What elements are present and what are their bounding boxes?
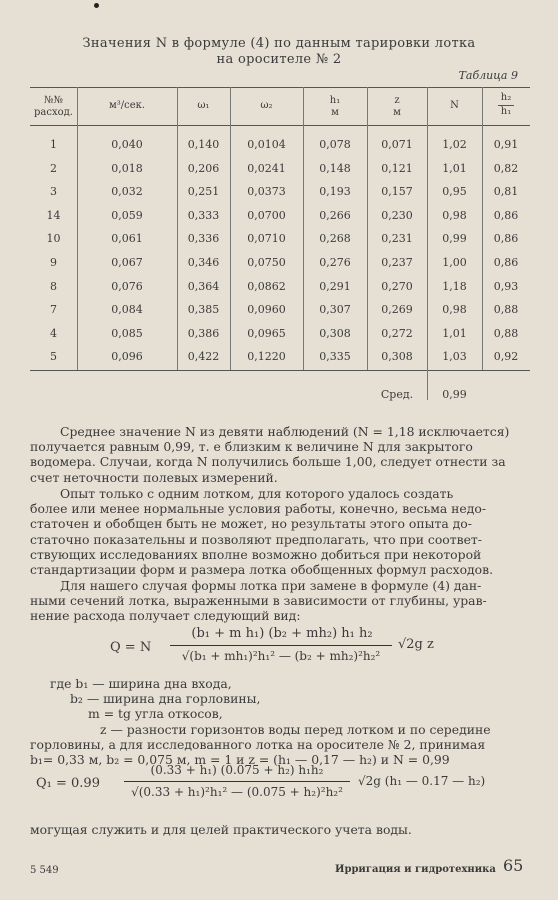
cell-z: 0,071	[381, 138, 413, 151]
cell-N: 1,03	[442, 350, 467, 364]
cell-num: 2	[50, 161, 57, 175]
cell-h1: 0,276	[319, 256, 351, 269]
cell-omega1: 0,251	[187, 185, 220, 199]
cell-h1: 0,148	[319, 161, 351, 175]
header-ratio-num: h₂	[500, 92, 512, 103]
text-line: статочен и обобщен быть не может, но результаты этого опыта до-	[30, 516, 472, 532]
cell-flow: 0,084	[111, 303, 143, 317]
cell-h1: 0,307	[319, 303, 351, 317]
cell-z: 0,272	[381, 326, 413, 340]
table-title-line1: Значения N в формуле (4) по данным тарировки лотка	[82, 36, 476, 51]
cell-ratio: 0,81	[493, 185, 519, 199]
cell-ratio: 0,88	[493, 326, 519, 340]
table-header-rule	[30, 125, 530, 126]
cell-num: 5	[50, 350, 57, 364]
footer-print-mark: 5 549	[30, 865, 59, 876]
cell-flow: 0,040	[111, 138, 143, 151]
cell-omega2: 0,0750	[247, 256, 286, 269]
formula-2-denominator: √(0.33 + h₁)²h₁² — (0.075 + h₂)²h₂²	[131, 785, 343, 799]
cell-z: 0,270	[381, 279, 413, 293]
cell-ratio: 0,86	[493, 256, 519, 269]
cell-omega1: 0,386	[187, 326, 220, 340]
text-line: статочно показательны и позволяют предполагать, что при соответ-	[30, 531, 482, 547]
paragraph-1	[30, 424, 528, 485]
cell-omega2: 0,0710	[247, 232, 286, 246]
closing-line	[30, 822, 528, 837]
cell-h1: 0,193	[319, 185, 351, 199]
cell-ratio: 0,93	[493, 279, 519, 293]
def-line: b₁= 0,33 м, b₂ = 0,075 м, m = 1 и z = (h₁ — 0,17 — h₂) и N = 0,99	[30, 752, 450, 768]
header-h1-line2: м	[331, 107, 339, 118]
cell-N: 0,99	[442, 232, 467, 246]
cell-omega1: 0,364	[187, 279, 220, 293]
header-omega1: ω₁	[197, 100, 210, 111]
cell-ratio: 0,86	[493, 208, 519, 222]
text-line: получается равным 0,99, т. е близким к величине N для закрытого	[30, 439, 473, 455]
cell-flow: 0,076	[111, 279, 143, 293]
cell-omega2: 0,0104	[247, 138, 286, 151]
header-ratio	[482, 92, 530, 118]
text-line: счет неточности полевых измерений.	[30, 469, 278, 485]
text-line: Для нашего случая формы лотка при замене в формуле (4) дан-	[60, 578, 482, 593]
cell-flow: 0,018	[111, 161, 143, 175]
formula-2-fraction-bar	[124, 781, 350, 782]
cell-num: 8	[50, 279, 57, 293]
def-line: m = tg угла откосов,	[88, 706, 223, 722]
cell-N: 1,18	[442, 279, 467, 293]
cell-ratio: 0,92	[493, 350, 519, 364]
text-line: более или менее нормальные условия работы, конечно, весьма недо-	[30, 501, 487, 517]
def-line: b₂ — ширина дна горловины,	[70, 691, 261, 707]
header-z	[367, 95, 427, 119]
cell-flow: 0,032	[111, 185, 143, 199]
table-title-line2: на оросителе № 2	[216, 52, 342, 67]
formula-1-fraction-bar	[170, 645, 392, 646]
page-number: 65	[503, 856, 524, 875]
formula-1-denominator: √(b₁ + mh₁)²h₁² — (b₂ + mh₂)²h₂²	[181, 649, 381, 663]
table-top-rule	[30, 87, 530, 88]
cell-N: 1,01	[442, 326, 467, 340]
cell-omega2: 0,0960	[247, 303, 286, 317]
formula-2-lhs: Q₁ = 0.99	[36, 776, 100, 791]
header-N: N	[450, 100, 459, 111]
cell-omega1: 0,140	[187, 138, 220, 151]
cell-flow: 0,061	[111, 232, 143, 246]
average-label: Сред.	[380, 388, 414, 401]
table-bottom-rule	[30, 370, 530, 371]
formula-2-numerator: (0.33 + h₁) (0.075 + h₂) h₁h₂	[150, 763, 324, 777]
cell-omega2: 0,0965	[247, 326, 286, 340]
cell-h1: 0,078	[319, 138, 351, 151]
paragraph-3	[30, 578, 528, 624]
cell-omega1: 0,333	[187, 208, 220, 222]
cell-omega1: 0,206	[187, 161, 220, 175]
cell-num: 7	[50, 303, 57, 317]
cell-omega2: 0,0700	[247, 208, 286, 222]
cell-flow: 0,059	[111, 208, 143, 222]
cell-flow: 0,096	[111, 350, 143, 364]
cell-N: 1,00	[442, 256, 467, 269]
text-line: нение расхода получает следующий вид:	[30, 608, 301, 624]
cell-omega1: 0,346	[187, 256, 220, 269]
cell-N: 1,02	[442, 138, 467, 151]
ink-dot	[94, 3, 99, 8]
header-num	[30, 95, 77, 119]
cell-N: 0,98	[442, 208, 467, 222]
header-h1	[303, 95, 367, 119]
formula-1-lhs: Q = N	[110, 640, 152, 655]
cell-num: 4	[50, 326, 57, 340]
cell-flow: 0,085	[111, 326, 143, 340]
def-line: горловины, а для исследованного лотка на оросителе № 2, принимая	[30, 736, 486, 752]
header-z-line2: м	[393, 107, 401, 118]
def-line: где b₁ — ширина дна входа,	[50, 676, 232, 691]
text-line: Среднее значение N из девяти наблюдений (N = 1,18 исключается)	[60, 424, 510, 439]
footer-journal-name: Ирригация и гидротехника	[335, 864, 496, 875]
cell-h1: 0,266	[319, 208, 351, 222]
cell-z: 0,308	[381, 350, 413, 364]
cell-omega2: 0,0373	[247, 185, 286, 199]
cell-num: 10	[46, 232, 61, 246]
header-h1-line1: h₁	[329, 95, 341, 106]
cell-ratio: 0,82	[493, 161, 519, 175]
text-line: Опыт только с одним лотком, для которого удалось создать	[60, 486, 454, 501]
average-value: 0,99	[442, 388, 467, 401]
table-label: Таблица 9	[458, 69, 518, 82]
cell-num: 14	[46, 208, 61, 222]
header-z-line1: z	[394, 95, 400, 106]
cell-omega1: 0,385	[187, 303, 220, 317]
cell-N: 1,01	[442, 161, 467, 175]
cell-z: 0,230	[381, 208, 413, 222]
header-ratio-den: h₁	[500, 106, 512, 117]
text-line: ными сечений лотка, выраженными в зависимости от глубины, урав-	[30, 593, 487, 609]
header-flow: м³/сек.	[108, 100, 146, 111]
cell-ratio: 0,91	[493, 138, 519, 151]
text-line: стандартизации форм и размера лотка обобщенных формул расходов.	[30, 562, 494, 578]
cell-ratio: 0,86	[493, 232, 519, 246]
cell-z: 0,237	[381, 256, 413, 269]
cell-num: 9	[50, 256, 57, 269]
cell-z: 0,269	[381, 303, 413, 317]
data-table	[30, 87, 530, 401]
cell-num: 3	[50, 185, 57, 199]
text-line: могущая служить и для целей практического учета воды.	[30, 822, 412, 837]
definitions	[30, 676, 528, 767]
cell-z: 0,157	[381, 185, 413, 199]
cell-N: 0,95	[442, 185, 467, 199]
cell-num: 1	[50, 138, 57, 151]
formula-1-rhs: √2g z	[398, 637, 434, 652]
cell-ratio: 0,88	[493, 303, 519, 317]
cell-omega1: 0,422	[187, 350, 220, 364]
cell-omega1: 0,336	[187, 232, 220, 246]
cell-flow: 0,067	[111, 256, 143, 269]
cell-z: 0,121	[381, 161, 413, 175]
cell-h1: 0,268	[319, 232, 351, 246]
text-line: водомера. Случаи, когда N получились больше 1,00, следует отнести за	[30, 454, 506, 470]
cell-z: 0,231	[381, 232, 413, 246]
cell-h1: 0,308	[319, 326, 351, 340]
text-line: ствующих исследованиях вполне возможно добиться при некоторой	[30, 546, 482, 562]
cell-omega2: 0,0241	[247, 161, 286, 175]
cell-h1: 0,291	[319, 279, 351, 293]
header-omega2: ω₂	[260, 100, 273, 111]
def-line: z — разности горизонтов воды перед лотком и по середине	[100, 721, 491, 737]
cell-h1: 0,335	[319, 350, 351, 364]
paragraph-2	[30, 486, 528, 577]
cell-N: 0,98	[442, 303, 467, 317]
formula-1-numerator: (b₁ + m h₁) (b₂ + mh₂) h₁ h₂	[191, 626, 373, 641]
header-num-line1: №№	[44, 95, 63, 106]
formula-2-rhs: √2g (h₁ — 0.17 — h₂)	[358, 774, 486, 788]
cell-omega2: 0,1220	[247, 350, 286, 364]
header-num-line2: расход.	[34, 107, 73, 118]
cell-omega2: 0,0862	[247, 279, 286, 293]
